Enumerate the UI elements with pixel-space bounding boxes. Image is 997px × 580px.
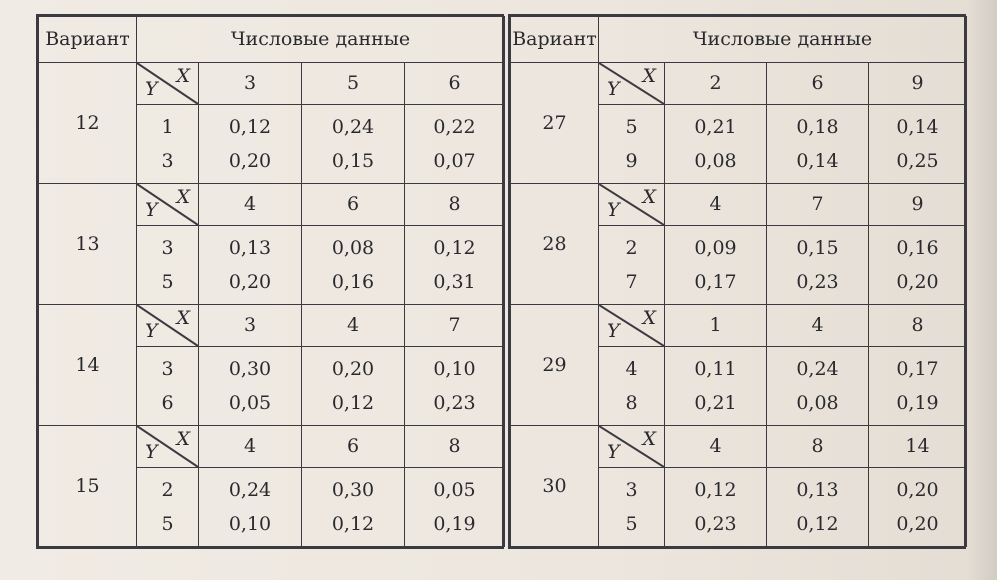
probability-value: 0,23 — [694, 512, 737, 535]
probability-value: 0,23 — [796, 270, 839, 293]
probability-value: 0,17 — [896, 357, 939, 380]
probability-cell — [405, 104, 505, 183]
probability-cell — [405, 346, 505, 425]
y-axis-label: Y — [607, 77, 620, 100]
left-table — [36, 14, 504, 549]
x-values-row — [511, 304, 967, 346]
probability-value: 0,13 — [796, 478, 839, 501]
x-axis-label: X — [176, 427, 190, 450]
y-values-cell — [137, 225, 199, 304]
variant-group — [511, 183, 967, 304]
x-axis-label: X — [176, 306, 190, 329]
probability-value: 0,17 — [694, 270, 737, 293]
probability-value: 0,11 — [694, 357, 737, 380]
probability-cell — [405, 467, 505, 546]
x-values-row — [39, 425, 505, 467]
y-value: 4 — [625, 357, 638, 380]
y-value: 3 — [625, 478, 638, 501]
x-value: 4 — [199, 425, 302, 467]
variant-group — [39, 183, 505, 304]
variant-number: 27 — [511, 62, 599, 183]
probability-value: 0,09 — [694, 236, 737, 259]
probability-value: 0,14 — [796, 149, 839, 172]
probability-value: 0,19 — [433, 512, 476, 535]
x-axis-label: X — [176, 185, 190, 208]
probability-value: 0,12 — [331, 391, 375, 414]
probability-value: 0,21 — [694, 115, 737, 138]
probability-cell — [199, 225, 302, 304]
x-axis-label: X — [176, 64, 190, 87]
y-values-cell — [599, 104, 665, 183]
x-value: 6 — [302, 183, 405, 225]
y-value: 7 — [625, 270, 638, 293]
x-axis-label: X — [642, 427, 656, 450]
y-axis-label: Y — [145, 440, 158, 463]
variant-header: Вариант — [511, 17, 599, 63]
page-edge-shadow — [967, 0, 997, 580]
x-value: 8 — [405, 183, 505, 225]
x-values-row — [39, 304, 505, 346]
probability-value: 0,18 — [796, 115, 839, 138]
y-axis-label: Y — [607, 440, 620, 463]
x-value: 2 — [665, 62, 767, 104]
probability-value: 0,05 — [228, 391, 272, 414]
probability-cell — [767, 104, 869, 183]
probability-value: 0,10 — [433, 357, 476, 380]
probability-value: 0,20 — [331, 357, 375, 380]
probability-cell — [665, 346, 767, 425]
probability-value: 0,12 — [331, 512, 375, 535]
y-values-cell — [599, 346, 665, 425]
probability-value: 0,15 — [331, 149, 375, 172]
probability-value: 0,14 — [896, 115, 939, 138]
yx-corner-cell — [599, 183, 665, 225]
probability-value: 0,31 — [433, 270, 476, 293]
y-value: 6 — [161, 391, 174, 414]
probability-value: 0,21 — [694, 391, 737, 414]
x-value: 7 — [405, 304, 505, 346]
x-values-row — [39, 62, 505, 104]
probability-value: 0,12 — [228, 115, 272, 138]
yx-corner-cell — [137, 62, 199, 104]
x-value: 3 — [199, 62, 302, 104]
variant-number: 12 — [39, 62, 137, 183]
y-values-cell — [599, 225, 665, 304]
x-values-row — [511, 183, 967, 225]
probability-cell — [302, 225, 405, 304]
x-value: 8 — [405, 425, 505, 467]
x-axis-label: X — [642, 64, 656, 87]
y-value: 9 — [625, 149, 638, 172]
x-value: 6 — [405, 62, 505, 104]
probability-value: 0,30 — [331, 478, 375, 501]
yx-corner-cell — [137, 425, 199, 467]
probability-value: 0,20 — [896, 478, 939, 501]
probability-cell — [302, 346, 405, 425]
y-value: 3 — [161, 357, 174, 380]
variant-group — [39, 425, 505, 546]
x-value: 6 — [302, 425, 405, 467]
probability-value: 0,19 — [896, 391, 939, 414]
y-value: 5 — [625, 512, 638, 535]
x-value: 4 — [665, 425, 767, 467]
yx-corner-cell — [599, 425, 665, 467]
yx-corner-cell — [599, 62, 665, 104]
probability-value: 0,10 — [228, 512, 272, 535]
probability-cell — [767, 467, 869, 546]
probability-value: 0,24 — [796, 357, 839, 380]
probability-value: 0,08 — [694, 149, 737, 172]
x-value: 4 — [767, 304, 869, 346]
probability-value: 0,16 — [896, 236, 939, 259]
x-value: 14 — [869, 425, 967, 467]
probability-cell — [869, 104, 967, 183]
x-value: 7 — [767, 183, 869, 225]
x-values-row — [511, 62, 967, 104]
yx-corner-cell — [137, 183, 199, 225]
probability-cell — [199, 104, 302, 183]
probability-cell — [302, 104, 405, 183]
probability-cell — [302, 467, 405, 546]
probability-value: 0,24 — [228, 478, 272, 501]
yx-corner-cell — [137, 304, 199, 346]
y-value: 2 — [625, 236, 638, 259]
x-value: 1 — [665, 304, 767, 346]
probability-value: 0,12 — [796, 512, 839, 535]
y-value: 3 — [161, 149, 174, 172]
probability-value: 0,22 — [433, 115, 476, 138]
x-value: 8 — [869, 304, 967, 346]
y-axis-label: Y — [145, 198, 158, 221]
variant-number: 15 — [39, 425, 137, 546]
x-value: 4 — [665, 183, 767, 225]
probability-cell — [199, 467, 302, 546]
probability-value: 0,13 — [228, 236, 272, 259]
probability-cell — [665, 225, 767, 304]
probability-cell — [869, 225, 967, 304]
data-header: Числовые данные — [137, 17, 505, 63]
y-axis-label: Y — [145, 77, 158, 100]
y-value: 5 — [625, 115, 638, 138]
variant-number: 14 — [39, 304, 137, 425]
x-axis-label: X — [642, 185, 656, 208]
probability-cell — [665, 104, 767, 183]
y-axis-label: Y — [607, 319, 620, 342]
y-value: 5 — [161, 270, 174, 293]
probability-value: 0,23 — [433, 391, 476, 414]
header-row — [511, 17, 967, 63]
probability-value: 0,08 — [796, 391, 839, 414]
x-value: 5 — [302, 62, 405, 104]
y-axis-label: Y — [145, 319, 158, 342]
probability-cell — [869, 467, 967, 546]
x-axis-label: X — [642, 306, 656, 329]
y-value: 5 — [161, 512, 174, 535]
y-value: 1 — [161, 115, 174, 138]
y-values-cell — [137, 104, 199, 183]
probability-value: 0,20 — [896, 270, 939, 293]
x-value: 9 — [869, 62, 967, 104]
probability-cell — [405, 225, 505, 304]
x-value: 4 — [199, 183, 302, 225]
x-values-row — [39, 183, 505, 225]
variant-number: 13 — [39, 183, 137, 304]
right-table — [508, 14, 966, 549]
variant-number: 28 — [511, 183, 599, 304]
probability-cell — [767, 346, 869, 425]
variant-group — [39, 62, 505, 183]
probability-value: 0,30 — [228, 357, 272, 380]
probability-value: 0,08 — [331, 236, 375, 259]
probability-value: 0,12 — [433, 236, 476, 259]
variant-group — [511, 62, 967, 183]
variant-group — [511, 304, 967, 425]
probability-value: 0,20 — [228, 270, 272, 293]
variants-table-left — [38, 16, 505, 547]
probability-cell — [767, 225, 869, 304]
probability-value: 0,07 — [433, 149, 476, 172]
variant-group — [39, 304, 505, 425]
x-values-row — [511, 425, 967, 467]
variant-number: 29 — [511, 304, 599, 425]
y-values-cell — [137, 346, 199, 425]
x-value: 4 — [302, 304, 405, 346]
variants-table-right — [510, 16, 967, 547]
probability-value: 0,25 — [896, 149, 939, 172]
y-axis-label: Y — [607, 198, 620, 221]
data-header: Числовые данные — [599, 17, 967, 63]
x-value: 8 — [767, 425, 869, 467]
probability-value: 0,15 — [796, 236, 839, 259]
probability-value: 0,05 — [433, 478, 476, 501]
y-value: 8 — [625, 391, 638, 414]
header-row — [39, 17, 505, 63]
x-value: 9 — [869, 183, 967, 225]
probability-cell — [199, 346, 302, 425]
y-values-cell — [137, 467, 199, 546]
y-value: 2 — [161, 478, 174, 501]
variant-group — [511, 425, 967, 546]
y-values-cell — [599, 467, 665, 546]
probability-value: 0,16 — [331, 270, 375, 293]
x-value: 3 — [199, 304, 302, 346]
probability-value: 0,20 — [228, 149, 272, 172]
probability-cell — [665, 467, 767, 546]
variant-header: Вариант — [39, 17, 137, 63]
probability-value: 0,12 — [694, 478, 737, 501]
probability-cell — [869, 346, 967, 425]
y-value: 3 — [161, 236, 174, 259]
x-value: 6 — [767, 62, 869, 104]
yx-corner-cell — [599, 304, 665, 346]
variant-number: 30 — [511, 425, 599, 546]
probability-value: 0,20 — [896, 512, 939, 535]
probability-value: 0,24 — [331, 115, 375, 138]
